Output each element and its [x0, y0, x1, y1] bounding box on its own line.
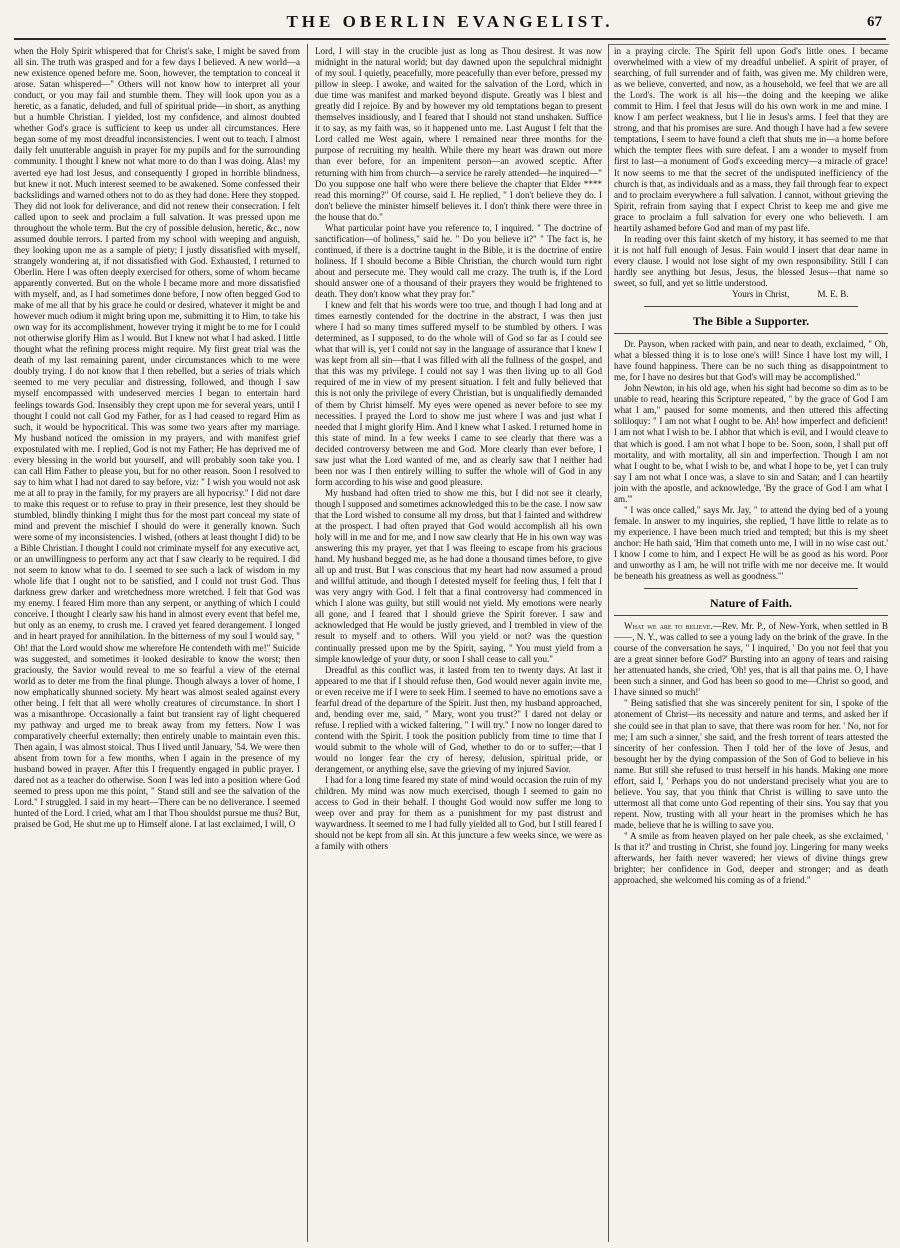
- signature-line: [614, 289, 888, 300]
- paragraph: " Being satisfied that she was sincerely penitent for sin, I spoke of the atonement of Christ—its necessity and nature and terms, and asked her if she could see in that plan to save, that there was room for her. ' No, not for me; I am such a sinner,' she said, and the fresh torrent of tears attested the sincerity of her confession. Then I told her of the love of Jesus, and besought her by the dying compassion of the Son of God to believe in his name. But still she refused to trust herself in his hands. Making one more effort, said I, ' Perhaps you do not understand precisely what you are to believe. You say, that you think that Christ is willing to save unto the uttermost all that come unto God repenting of their sins. You say that you repent. Now, trusting with all your heart in the promises which he has made, believe that he is willing to save you.: [614, 698, 888, 830]
- paragraph: when the Holy Spirit whispered that for Christ's sake, I might be saved from all sin. The truth was grasped and for a few days I believed. A new world—a new existence opened before me. Soon, however, the temptation to conceal it arose. Satan whispered—" Others will not know how to interpret all your conduct, or you may fail and stumble them. They will look upon you as a heretic, as a fanatic, deluded, and full of spiritual pride—in short, as anything but a humble Christian. I yielded, lost my confidence, and almost doubted whether God's grace is sufficient to keep us under all circumstances. Here began some of my most dreadful inconsistencies. I went out to teach. I almost daily felt unutterable anguish in prayer for my pupils and for the surrounding community. I thought I knew not what more to do than I was doing. Alas! my averted eye had lost Jesus, and consequently I groped in horrible blindness, but knew it not. Much interest seemed to be awakened. Some confessed their backslidings and warned others not to do as they had done. Here they stopped. They did not look for deliverance, and did not renew their consecration. I felt called upon to seek and proclaim a full salvation. It was pressed upon me throughout the whole term. But the cry of possible delusion, heretic, &c., now assumed double terrors. I parted from my school with weeping and anguish, they looking upon me as a sample of piety; I justly dissatisfied with myself, strangely wondering at, if not dissatisfied with God. Exhausted, I returned to Oberlin. Here I was often deeply exercised for others, some of whom became apparently converted. But on the whole I became more and more dissatisfied with myself, and, as I had sometimes done before, I now often begged God to make of me all that by his grace he could or desired, whatever it might be and however much odium it might bring upon me, submitting it to Him, to take his own way for its accomplishment, however trying it might be to me for I could not otherwise glorify Him as I would. But I knew not what I had asked. I little thought what the refining process might require. My first great trial was the death of my last remaining parent, under circumstances which to me were doubly trying. I do not know that I then rebelled, but a series of trials which seemed to me very peculiar and distressing, followed, and though I saw myself encompassed with undeserved mercies I began to entertain hard feelings towards God. Insensibly they crept upon me for several years, until I thought I could not call God my Father, for as I had ceased to regard Him as such, it would be hypocritical. This was some two years after my marriage. My husband noticed the omission in my prayers, and with manifest grief expostulated with me. I replied, God is not my Father; He has deprived me of every blessing in the world but yourself, and will probably soon take you. I can call Him Father to please you, but for no other reason. Soon I resolved to say to him what I had not dared to say before, viz: " I wish you would not ask me at all to pray in the family, for my prayers are all hypocrisy." I did not dare to make this request or to refuse to pray in their presence, lest they should be stumbled, blindly thinking I might thus for the most part conceal my state of mind and prevent the mischief I should do were it generally known. Such were some of my inconsistencies. I wished, (others at least thought I did) to be a Bible Christian. I thought I could not criminate myself for any executive act, or an unwillingness to perform any act that I saw clearly to be required. I did not seem to know what to do. I seemed to see such a lack of wisdom in my whole life that I ought not to be satisfied, and I could not trust God. Thus darkness grew darker and wretchedness more wretched. I felt that God was my enemy. I feared Him more than any serpent, or anything of which I could conceive. I thought I clearly saw his hand in almost every event that befel me, but only as an enemy, to crush me. I craved yet feared derangement. I longed and in heart prayed for annihilation. In the bitterness of my soul I would say, " Oh! that the Lord would show me wherefore He contendeth with me!" Suicide was suggested, and sometimes it looked desirable to know the worst; then graciously, the Savior would reveal to me so fearful a view of the eternal world as to deter me from the final plunge. Though always a lover of home, I now emphatically shunned society. My heart was almost sealed against every other being. I felt that all were wholly creatures of circumstance. In short I was a misanthrope. Occasionally a faint but transient ray of light chequered my pathway and urged me to break away from my fetters. Now I was comparatively cheerful externally; then entirely unable to maintain even this. Then again, I was almost stoical. Thus I lived until January, '54. We were then absent from town for a few months, when I again in the presence of my husband bowed in prayer. After this I frequently engaged in public prayer. I dared not as a teacher do otherwise. Soon I was led into a position where God seemed to press upon me this point, " Stand still and see the salvation of the Lord." I struggled. I said in my heart—There can be no deliverance. I seemed hunted of the Lord. I cried, what am I that Thou shouldst pursue me thus? But, praised be God, He shut me up to Himself alone. I at last exclaimed, I will, O: [14, 46, 300, 830]
- section-divider: [644, 306, 858, 307]
- paragraph: in a praying circle. The Spirit fell upon God's little ones. I became overwhelmed with a view of my dreadful unbelief. A spirit of prayer, of searching, of full surrender and of faith, was given me. My children were, as we believe, converted, and now, as a household, we feel that we are all the Lord's. The work is all his—the doing and the keeping we alike commit to Him. I feel that Jesus will do his own work in me and mine. I know I am perfect weakness, but I lie in Jesus's arms. I feel that they are strong, and that his promises are sure. And though I have had a few severe temptations, I seem to have found a cleft that shuts me in—a home before which the tempter flees with sure defeat. I am a wonder to myself from first to last—a monument of God's exceeding mercy—a miracle of grace! It now seems to me that the secret of the undisputed inefficiency of the church is that, as individuals and as a mass, they fail through fear to expect and to proclaim everywhere a full salvation. I cannot, without grieving the Spirit, refrain from saying that I expect Christ to keep me and give me grace to proclaim a full salvation for every one who believeth. I am heartily ashamed before God and man of my past life.: [614, 46, 888, 233]
- column-divider: [307, 44, 308, 1242]
- column-2: [315, 46, 602, 1242]
- paragraph: My husband had often tried to show me this, but I did not see it clearly, though I supposed and sometimes acknowledged this to be the case. I now saw that the Lord wished to consume all my dross, but that I fainted and withdrew at the prospect. I had often prayed that God would accomplish all his own holy will in me and for me, and I now saw clearly that He in his own way was answering this my prayer, yet that I was fleeing to escape from his gracious hand. My husband begged me, as he had done a thousand times before, to give all up and trust. But I was conscious that my heart had now assumed a proud and willful attitude, and though I detested myself for feeling thus, I felt that I was very angry with God. I felt that a final controversy had commenced in which I alone was guilty, but still would not yield. My emotions were nearly all gone, and I feared that I should grieve the Spirit forever. I saw and acknowledged that He would be justly grieved, and I trembled in view of the result to myself and to others. Will you yield or not? was the question continually pressed upon me by the Spirit, saying, " You must yield from a simple knowledge of your duty, or soon I shall cease to call you.": [315, 487, 602, 664]
- paragraph: " A smile as from heaven played on her pale cheek, as she exclaimed, ' Is that it?' and trusting in Christ, she found joy. Lingering for many weeks afterwards, her faith never wavered; her views of divine things grew brighter; her confidence in God, deeper and stronger; and as death approached, she welcomed his coming as of a friend.": [614, 831, 888, 886]
- paragraph: I knew and felt that his words were too true, and though I had long and at times earnestly contended for the doctrine in the abstract, I was then just where I had so many times suffered myself to be stumbled by others. I was determined, as I supposed, to do the whole will of God so far as I could see what that will is, yet I could not say in the language of assurance that I knew I was kept from all sin—that I was filled with all the fullness of the gospel, and that this was my privilege. I could not say I was then living up to all God required of me in view of my present situation. I felt and fully believed that this is not only the privilege of every Christian, but is unqualifiedly demanded of them by Christ himself. My eyes were opened as never before to see my necessities. I prayed the Lord to show me just where I was and just what I needed that I might glorify Him. And I knew what I asked. I returned home in this state of mind. In a few weeks I came to see clearly that there was a decided controversy between me and God. More clearly than ever before, I saw just what the Lord wanted of me, and as clearly saw that I neither had been nor was I then entirely willing to suffer the whole will of God in any form according to his wise and good pleasure.: [315, 300, 602, 487]
- newspaper-title: THE OBERLIN EVANGELIST.: [286, 12, 614, 31]
- paragraph: " I was once called," says Mr. Jay, " to attend the dying bed of a young female. In answer to my inquiries, she replied, 'I have little to relate as to my experience. I have been much tried and tempted; but this is my sheet anchor: He hath said, 'Him that cometh unto me, I will in no wise cast out.' I know I come to him, and I expect He will be as good as his word. Poor and unworthy as I am, he will not trifle with me nor deceive me. It would be beneath his greatness as well as goodness.'": [614, 504, 888, 582]
- column-3: [614, 46, 888, 1242]
- page-number: 67: [867, 14, 882, 30]
- column-1: [14, 46, 300, 1242]
- paragraph: I had for a long time feared my state of mind would occasion the ruin of my children. My mind was now much exercised, though I seemed to gain no access to God in their behalf. I thought God would now suffer me long to weep over and pray for them as a punishment for my past distrust and waywardness. It seemed to me I had fully yielded all to God, but I still feared I should not be kept from all sin. At this juncture a few weeks since, we were as a family with others: [315, 775, 602, 852]
- run-in-heading: What we are to believe.: [624, 621, 713, 632]
- paragraph: [614, 621, 888, 698]
- article-heading: Nature of Faith.: [709, 596, 793, 611]
- paragraph: Dr. Payson, when racked with pain, and near to death, exclaimed, " Oh, what a blessed thing it is to lose one's will! Since I have lost my will, I have found happiness. There can be no such thing as disappointment to me, for I have no desires but that God's will may be accomplished.": [614, 339, 888, 383]
- signature-closing: Yours in Christ,: [732, 289, 790, 300]
- signature-initials: M. E. B.: [817, 289, 849, 300]
- section-divider: [644, 588, 858, 589]
- paragraph: Lord, I will stay in the crucible just as long as Thou desirest. It was now midnight in the natural world; but day dawned upon the sepulchral midnight of my soul. I quietly, peacefully, more peacefully than ever before, pressed my pillow in sleep. I awoke, and waited for the salvation of the Lord, which in due time was manifest and marked beyond dispute. Greatly was I blest and greatly did I rejoice. By and by however my old temptations began to present themselves insidiously, and I feared that I should not stand unshaken. Suffice it to say, as my faith was, so it happened unto me. Last August I felt that the Lord called me West again, where I remained near three months for the purpose of recruiting my health. While there my heart was drawn out more than ever before, for an impenitent person—an avowed sceptic. After returning with him from church—a service he rarely attended—he inquired—" Do you suppose one half who were there believe the chapter that Elder **** read this morning?" Of course, said I. He replied, " I don't believe they do. I don't believe the minister himself believes it. I don't think there were three in the house that do.": [315, 46, 602, 222]
- paragraph: In reading over this faint sketch of my history, it has seemed to me that it is not half full enough of Jesus. Fain would I insert that dear name in every clause. I would not lose sight of my own responsibility. Still I can hardly see anything but Jesus, Jesus, the blessed Jesus—that name so sweet, so full, and yet so little understood.: [614, 233, 888, 288]
- paragraph: Dreadful as this conflict was, it lasted from ten to twenty days. At last it appeared to me that if I should refuse then, God would never again invite me, or even receive me if I were to seek Him. I seemed to have no emotions save a fearful dread of the departure of the Spirit. Just then, my husband approached, and, bending over me, said, " Mary, wont you trust?" I dared not delay or refuse. I replied with a wicked faltering, " I will try." I now no longer dared to contend with the Spirit. I took the position publicly from time to time that I would submit to the whole will of God, whether to do or to suffer;—that I would no longer fear the cry of heresy, delusion, spiritual pride, or derangement, or anything else, save the grieving of my injured Savior.: [315, 664, 602, 775]
- paragraph-text: —Rev. Mr. P., of New-York, when settled in B——, N. Y., was called to see a young lady on the brink of the grave. In the course of the conversation he says, " I inquired, ' Do you not feel that you are a great sinner before God?' Bursting into an agony of tears and raising her attenuated hands, she cried, 'Oh! yes, that is all that pains me. O, I have been such a sinner, and God has been so good to me—Christ so good, and I have sinned so much!': [614, 621, 888, 698]
- masthead: [14, 8, 886, 40]
- paragraph: John Newton, in his old age, when his sight had become so dim as to be unable to read, hearing this Scripture repeated, " by the grace of God I am what I am," paused for some moments, and then uttered this affecting soliloquy: " I am not what I ought to be. Ah! how imperfect and deficient! I am not what I wish to be. I abhor that which is evil, and I would cleave to that which is good. I am not what I hope to be. Soon, soon, I shall put off mortality, and with mortality, all sin and imperfection. Though I am not what I ought to be, what I wish to be, and what I hope to be, yet I can truly say I am not what I once was, a slave to sin and Satan; and I can heartily join with the apostle, and acknowledge, 'By the grace of God I am what I am.'": [614, 383, 888, 504]
- heading-rule: [614, 615, 888, 616]
- paragraph: What particular point have you reference to, I inquired. " The doctrine of sanctification—of holiness," said he. " Do you believe it?" " The fact is, he continued, if there is a doctrine taught in the Bible, it is the doctrine of entire holiness. If I should become a Bible Christian, the church would turn right about and persecute me. They would call me crazy. The truth is, if the Lord should answer one of a thousand of their prayers they would be frightened to death. They don't know what they pray for.": [315, 222, 602, 300]
- article-heading: The Bible a Supporter.: [692, 314, 810, 329]
- heading-rule: [614, 333, 888, 334]
